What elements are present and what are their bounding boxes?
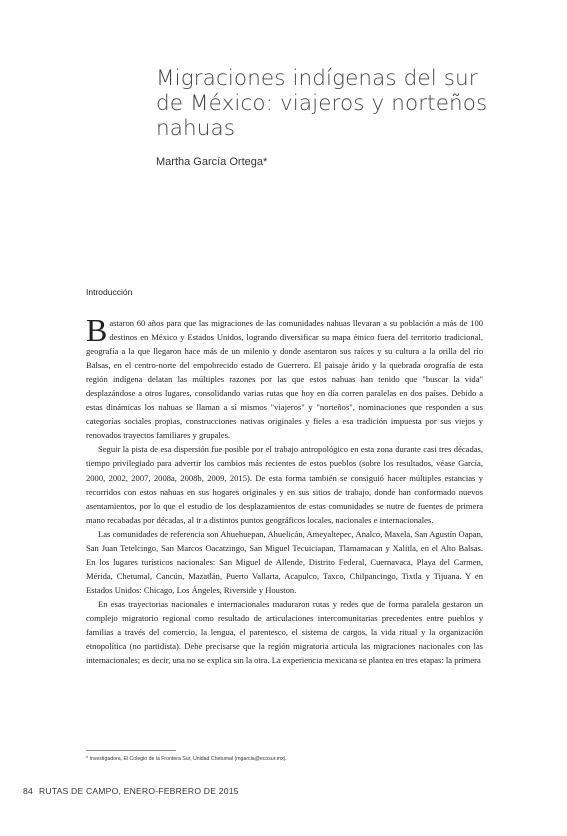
paragraph-1 (86, 312, 483, 442)
paragraph-3: Las comunidades de referencia son Ahuehuepan, Ahuelicán, Ameyaltepec, Analco, Maxela, San Agustín Oapan, San Juan Tetelcingo, San Marcos Oacatzingo, San Miguel Tecuiciapan, Tlamamacan y Xalitla, en el Alto Balsas. En los lugares turísticos nacionales: San Miguel de Allende, Distrito Federal, Cuernavaca, Playa del Carmen, Mérida, Chetumal, Cancún, Mazatlán, Puerto Vallarta, Acapulco, Taxco, Chilpancingo, Tixtla y Tijuana. Y en Estados Unidos: Chicago, Los Ángeles, Riverside y Houston. (86, 528, 483, 595)
drop-cap: B (86, 312, 108, 348)
title-line-1: Migraciones indígenas del sur (156, 66, 478, 91)
author-name: Martha García Ortega* (156, 156, 268, 168)
title-line-3: nahuas (156, 116, 236, 141)
paragraph-2: Seguir la pista de esa dispersión fue posible por el trabajo antropológico en esta zona durante casi tres décadas, tiempo privilegiado para advertir los cambios más recientes de estos pueblos (sobre los resultados, véase García, 2000, 2002, 2007, 2008a, 2008b, 2009, 2015). De esta forma también se consiguió hacer múltiples estancias y recorridos con estos nahuas en sus hogares originales y en sus sitios de trabajo, donde han conformado nuevos asentamientos, por lo que el estudio de los desplazamientos de estas comunidades se nutre de fuentes de primera mano recabadas por décadas, al ir a distintos puntos geográficos locales, nacionales e internacionales. (86, 444, 483, 525)
journal-name: RUTAS DE CAMPO, ENERO-FEBRERO DE 2015 (38, 786, 239, 796)
paragraph-4: En esas trayectorias nacionales e internacionales maduraron rutas y redes que de forma paralela gestaron un complejo migratorio regional como resultado de articulaciones intercomunitarias precedentes entre pueblos y familias a través del comercio, la lengua, el parentesco, el sistema de cargos, la vida ritual y la organización etnopolítica (no partidista). Debe precisarse que la región migratoria articula las migraciones nacionales con las internacionales; es decir, una no se explica sin la otra. La experiencia mexicana se plantea en tres etapas: la primera (86, 598, 483, 666)
article-title (156, 66, 536, 141)
page-number: 84 (23, 786, 33, 796)
body-text (86, 312, 483, 667)
footnote: * Investigadora, El Colegio de la Frontera Sur, Unidad Chetumal (mgarcia@ecosur.mx). (86, 756, 287, 762)
title-block (156, 66, 536, 168)
footnote-divider (86, 750, 176, 751)
section-heading: Introducción (86, 287, 133, 297)
paragraph-1-text: astaron 60 años para que las migraciones de las comunidades nahuas llevaran a su población a más de 100 destinos en México y Estados Unidos, logrando diversificar su mapa étnico fuera del territorio tradicional, geografía a la que llegaron hace más de un milenio y donde asentaron sus raíces y su cultura a la orilla del río Balsas, en el centro-norte del empobrecido estado de Guerrero. El paisaje árido y la quebrada orografía de esta región indígena delatan las múltiples razones por las que estos nahuas han tenido que "buscar la vida" desplazándose a otros lugares, consolidando varias rutas que hoy en día corren paralelas en dos países. Debido a estas dinámicas los nahuas se llaman a sí mismos "viajeros" y "norteños", nominaciones que responden a sus categorías sociales propias, construcciones nativas originales y fieles a esa tradición impuesta por sus viejos y renovados trayectos familiares y grupales. (86, 318, 483, 441)
title-line-2: de México: viajeros y norteños (156, 91, 488, 116)
page-footer (23, 786, 239, 796)
